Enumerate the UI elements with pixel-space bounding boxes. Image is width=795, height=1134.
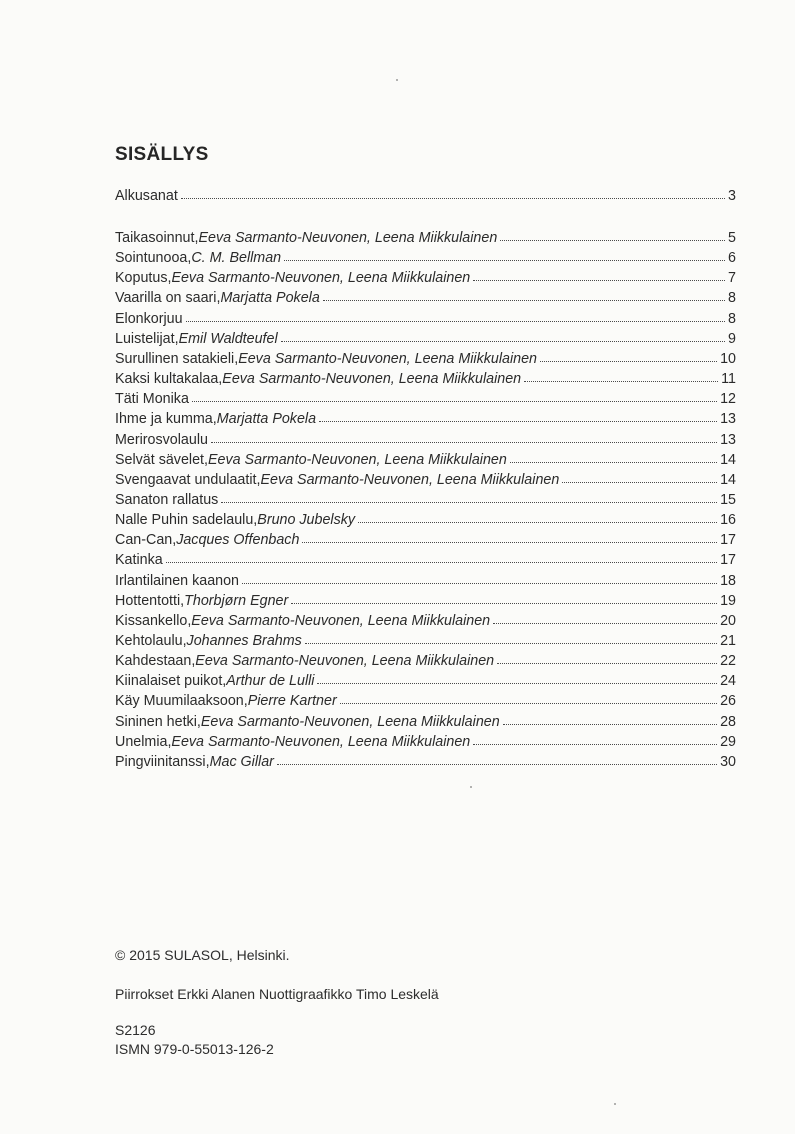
toc-entry xyxy=(115,732,736,752)
toc-composer: Eeva Sarmanto-Neuvonen, Leena Miikkulainen xyxy=(222,371,522,388)
toc-dot-leader xyxy=(166,550,717,563)
toc-composer: Eeva Sarmanto-Neuvonen, Leena Miikkulainen xyxy=(195,653,495,670)
paper-speck xyxy=(396,79,398,81)
toc-entry xyxy=(115,671,736,691)
toc-composer: Arthur de Lulli xyxy=(226,673,315,690)
toc-dot-leader xyxy=(211,430,717,443)
toc-page-number: 6 xyxy=(728,250,736,267)
toc-song-title: Surullinen satakieli, xyxy=(115,350,239,367)
toc-page-number: 8 xyxy=(728,290,736,307)
toc-composer: Emil Waldteufel xyxy=(178,330,278,347)
toc-song-title: Nalle Puhin sadelaulu, xyxy=(115,512,258,529)
toc-composer: Eeva Sarmanto-Neuvonen, Leena Miikkulainen xyxy=(198,230,498,246)
toc-composer: Eeva Sarmanto-Neuvonen, Leena Miikkulainen xyxy=(238,350,538,367)
toc-dot-leader xyxy=(291,591,717,604)
toc-song-title: Hottentotti, xyxy=(115,592,185,609)
toc-composer: Eeva Sarmanto-Neuvonen, Leena Miikkulainen xyxy=(171,733,471,750)
toc-dot-leader xyxy=(186,309,725,322)
toc-entry xyxy=(115,409,736,429)
toc-dot-leader xyxy=(319,409,717,422)
toc-page-number: 20 xyxy=(720,612,736,629)
toc-entry xyxy=(115,470,736,490)
copyright-text: © 2015 SULASOL, Helsinki. xyxy=(115,947,290,963)
toc-song-title: Alkusanat xyxy=(115,188,178,204)
toc-entry xyxy=(115,631,736,651)
ismn-number: ISMN 979-0-55013-126-2 xyxy=(115,1041,274,1057)
toc-song-title: Luistelijat, xyxy=(115,330,179,347)
toc-entry xyxy=(115,389,736,409)
toc-page-number: 28 xyxy=(720,713,736,730)
toc-dot-leader xyxy=(284,248,725,261)
toc-song-title: Taikasoinnut, xyxy=(115,230,199,246)
toc-entry xyxy=(115,369,736,389)
toc-song-title: Pingviinitanssi, xyxy=(115,753,210,770)
toc-page-number: 14 xyxy=(720,471,736,488)
toc-page-number: 5 xyxy=(728,230,736,246)
toc-entry xyxy=(115,550,736,570)
toc-composer: Bruno Jubelsky xyxy=(257,512,356,529)
toc-dot-leader xyxy=(323,288,725,301)
toc-composer: Eeva Sarmanto-Neuvonen, Leena Miikkulainen xyxy=(191,612,491,629)
toc-composer: C. M. Bellman xyxy=(191,250,282,267)
toc-page-number: 26 xyxy=(720,693,736,710)
toc-page-number: 13 xyxy=(720,411,736,428)
toc-song-title: Kissankello, xyxy=(115,612,192,629)
toc-entry xyxy=(115,186,736,206)
credits-text: Piirrokset Erkki Alanen Nuottigraafikko Timo Leskelä xyxy=(115,986,439,1002)
toc-page-number: 9 xyxy=(728,330,736,347)
toc-entry xyxy=(115,228,736,248)
toc-page-number: 10 xyxy=(720,350,736,367)
toc-page-number: 17 xyxy=(720,532,736,549)
toc-entry xyxy=(115,571,736,591)
toc-dot-leader xyxy=(540,349,717,362)
toc-page-number: 16 xyxy=(720,512,736,529)
toc-dot-leader xyxy=(192,389,717,402)
toc-composer: Marjatta Pokela xyxy=(220,290,320,307)
toc-song-title: Sininen hetki, xyxy=(115,713,201,730)
toc-page-number: 29 xyxy=(720,733,736,750)
toc-song-title: Kaksi kultakalaa, xyxy=(115,371,223,388)
toc-song-title: Ihme ja kumma, xyxy=(115,411,217,428)
toc-dot-leader xyxy=(277,752,717,765)
toc-page-number: 13 xyxy=(720,431,736,448)
toc-dot-leader xyxy=(524,369,718,382)
product-code: S2126 xyxy=(115,1022,156,1038)
toc-entry xyxy=(115,430,736,450)
paper-speck xyxy=(614,1103,616,1105)
toc-entry xyxy=(115,329,736,349)
toc-dot-leader xyxy=(281,329,725,342)
toc-composer: Mac Gillar xyxy=(209,753,274,770)
toc-dot-leader xyxy=(473,268,725,281)
toc-song-title: Kiinalaiset puikot, xyxy=(115,673,227,690)
toc-song-title: Sanaton rallatus xyxy=(115,491,219,508)
toc-entry xyxy=(115,691,736,711)
toc-dot-leader xyxy=(317,671,717,684)
toc-dot-leader xyxy=(493,611,717,624)
toc-page-number: 17 xyxy=(720,552,736,569)
toc-composer: Marjatta Pokela xyxy=(216,411,317,428)
toc-composer: Jacques Offenbach xyxy=(176,532,300,549)
toc-song-title: Sointunooa, xyxy=(115,250,192,267)
toc-entry xyxy=(115,349,736,369)
toc-dot-leader xyxy=(181,186,725,199)
toc-song-title: Kehtolaulu, xyxy=(115,633,187,649)
toc-page-number: 8 xyxy=(728,310,736,327)
toc-page-number: 21 xyxy=(720,633,736,649)
toc-dot-leader xyxy=(562,470,717,483)
toc-page-number: 7 xyxy=(728,270,736,287)
toc-dot-leader xyxy=(473,732,717,745)
toc-page-number: 12 xyxy=(720,391,736,408)
toc-dot-leader xyxy=(340,691,717,704)
toc-page-number: 11 xyxy=(721,371,736,388)
toc-dot-leader xyxy=(242,571,717,584)
toc-page-number: 18 xyxy=(720,572,736,589)
toc-page-number: 24 xyxy=(720,673,736,690)
toc-composer: Eeva Sarmanto-Neuvonen, Leena Miikkulainen xyxy=(171,270,471,287)
toc-composer: Johannes Brahms xyxy=(186,633,302,649)
toc-page-number: 30 xyxy=(720,753,736,770)
toc-page-number: 3 xyxy=(728,188,736,204)
toc-entry xyxy=(115,752,736,772)
toc-song-title: Kahdestaan, xyxy=(115,653,196,670)
toc-song-title: Merirosvolaulu xyxy=(115,431,208,448)
toc-composer: Eeva Sarmanto-Neuvonen, Leena Miikkulainen xyxy=(260,471,560,488)
toc-entry xyxy=(115,530,736,550)
toc-song-title: Elonkorjuu xyxy=(115,310,183,327)
toc-entry xyxy=(115,248,736,268)
toc-song-title: Katinka xyxy=(115,552,163,569)
toc-entry xyxy=(115,591,736,611)
toc-page-number: 15 xyxy=(720,491,736,508)
toc-entry xyxy=(115,712,736,732)
toc-entry xyxy=(115,450,736,470)
toc-dot-leader xyxy=(500,228,725,241)
toc-page-number: 22 xyxy=(720,653,736,670)
toc-dot-leader xyxy=(497,651,717,664)
toc-entry xyxy=(115,268,736,288)
toc-song-title: Täti Monika xyxy=(115,391,189,408)
toc-entry xyxy=(115,611,736,631)
toc-song-title: Svengaavat undulaatit, xyxy=(115,471,261,488)
toc-page-number: 19 xyxy=(720,592,736,609)
toc-dot-leader xyxy=(302,530,717,543)
toc-composer: Eeva Sarmanto-Neuvonen, Leena Miikkulainen xyxy=(207,451,507,468)
toc-page-number: 14 xyxy=(720,451,736,468)
toc-composer: Eeva Sarmanto-Neuvonen, Leena Miikkulainen xyxy=(200,713,500,730)
toc-song-title: Selvät sävelet, xyxy=(115,451,208,468)
toc-song-title: Vaarilla on saari, xyxy=(115,290,221,307)
toc-dot-leader xyxy=(510,450,717,463)
toc-song-title: Irlantilainen kaanon xyxy=(115,572,239,589)
toc-song-title: Käy Muumilaaksoon, xyxy=(115,693,248,710)
toc-entry xyxy=(115,288,736,308)
toc-entry xyxy=(115,651,736,671)
page-title: SISÄLLYS xyxy=(115,144,209,165)
toc-entry xyxy=(115,510,736,530)
toc-entry xyxy=(115,309,736,329)
toc-dot-leader xyxy=(358,510,717,523)
toc-composer: Thorbjørn Egner xyxy=(184,592,289,609)
toc-song-title: Unelmia, xyxy=(115,733,172,750)
toc-song-title: Koputus, xyxy=(115,270,172,287)
toc-song-title: Can-Can, xyxy=(115,532,177,549)
toc-dot-leader xyxy=(305,631,717,644)
paper-speck xyxy=(470,786,472,788)
toc-composer: Pierre Kartner xyxy=(247,693,337,710)
toc-entry xyxy=(115,490,736,510)
toc-dot-leader xyxy=(221,490,717,503)
toc-dot-leader xyxy=(503,712,717,725)
